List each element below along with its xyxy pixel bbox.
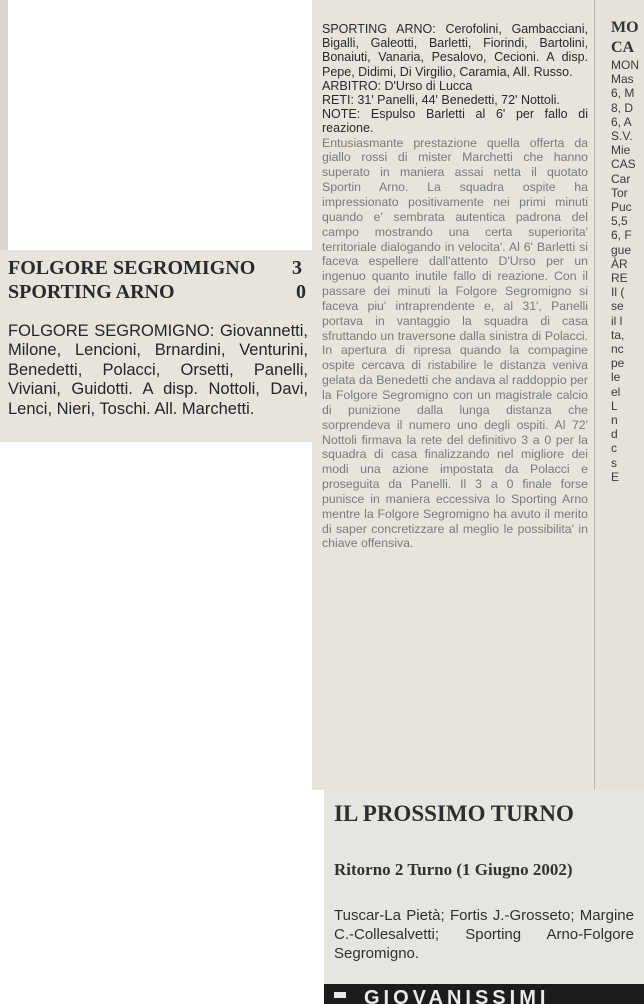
right-col-line: Car bbox=[611, 171, 631, 186]
next-round-box bbox=[324, 790, 644, 984]
away-team-name: SPORTING ARNO bbox=[8, 281, 175, 303]
right-col-line: ta, bbox=[611, 327, 625, 342]
section-band bbox=[324, 984, 644, 1004]
home-lineup: FOLGORE SEGROMIGNO: Giovannetti, Milone, Lencioni, Brnardini, Venturini, Benedetti, Polacci, Orsetti, Panelli, Viviani, Guidotti. A disp. Nottoli, Davi, Lenci, Nieri, Toschi. All. Marchetti. bbox=[8, 321, 308, 418]
left-edge-strip bbox=[0, 0, 8, 250]
right-col-line: le bbox=[611, 370, 621, 385]
right-col-line: E bbox=[611, 469, 620, 484]
right-col-line: ÀR bbox=[611, 256, 628, 271]
right-col-line: MON bbox=[611, 58, 639, 72]
right-col-line: 6, F bbox=[611, 228, 632, 243]
next-round-title: IL PROSSIMO TURNO bbox=[334, 801, 574, 826]
notes-line: NOTE: Espulso Barletti al 6' per fallo di reazione. bbox=[322, 107, 588, 136]
right-col-head-2: CA bbox=[611, 39, 635, 56]
referee-line: ARBITRO: D'Urso di Lucca bbox=[322, 78, 473, 93]
right-col-line: Tor bbox=[611, 185, 628, 200]
next-round-subtitle: Ritorno 2 Turno (1 Giugno 2002) bbox=[334, 860, 573, 879]
right-col-lines bbox=[595, 58, 644, 484]
home-team-name: FOLGORE SEGROMIGNO bbox=[8, 257, 256, 279]
right-col-line: pe bbox=[611, 356, 625, 371]
next-round-fixtures: Tuscar-La Pietà; Fortis J.-Grosseto; Margine C.-Collesalvetti; Sporting Arno-Folgore Segromigno. bbox=[334, 907, 634, 962]
right-col-line: RE bbox=[611, 271, 628, 286]
right-col-line: d bbox=[611, 427, 618, 442]
band-bullet bbox=[334, 992, 346, 998]
right-col-line: Mas bbox=[611, 72, 634, 87]
right-col-line: el bbox=[611, 384, 621, 399]
right-col-line: c bbox=[611, 441, 617, 456]
right-col-line: 6, M bbox=[611, 86, 635, 101]
right-col-line: gue bbox=[611, 242, 632, 257]
right-col-line: nc bbox=[611, 342, 624, 357]
right-col-line: Puc bbox=[611, 200, 632, 215]
right-col-line: Il ( bbox=[611, 285, 625, 300]
section-band-label: GIOVANISSIMI bbox=[364, 987, 550, 1004]
right-col-head-1: MO bbox=[611, 19, 639, 36]
right-col-line: Mie bbox=[611, 143, 631, 158]
article-column bbox=[312, 0, 594, 790]
right-col-line: CAS bbox=[611, 157, 636, 172]
right-col-line: 6, A bbox=[611, 114, 632, 129]
right-col-line: s bbox=[611, 455, 617, 470]
article-body: Entusiasmante prestazione quella offerta da giallo rossi di mister Marchetti che hanno superato in maniera assai netta il quotato Sportin Arno. La squadra ospite ha impressionato positivamente nei primi minuti quando e' sembrata autentica padrona del campo mostrando una certa superiorita' territoriale dialogando in velocita'. Al 6' Barletti si faceva espellere dall'attento D'Urso per un ingenuo quanto inutile fallo di reazione. Con il passare dei minuti la Folgore Segromigno si faceva piu' intraprendente e, al 31', Panelli portava in vantaggio la squadra di casa sfruttando un traversone dalla sinistra di Polacci. In apertura di ripresa quando la compagine ospite cercava di ristabilire le distanza veniva gelata da Benedetti che andava al raddoppio per la Folgore Segromigno con un magistrale calcio di punizione dalla lunga distanza che sorprendeva il numero uno degli ospiti. Al 72' Nottoli firmava la rete del definitivo 3 a 0 per la squadra di casa finalizzando nel migliore dei modi una azione impostata da Polacci e proseguita da Panelli. Il 3 a 0 finale forse punisce in maniera eccessiva lo Sporting Arno mentre la Folgore Segromigno ha avuto il merito di saper concretizzare al meglio le possibilita' in chiave offensiva. bbox=[322, 135, 588, 551]
home-team-goals: 3 bbox=[292, 257, 302, 279]
right-col-line: il l bbox=[611, 313, 623, 328]
right-col-line: se bbox=[611, 299, 624, 314]
away-team-goals: 0 bbox=[296, 281, 306, 303]
right-col-line: L bbox=[611, 398, 618, 413]
adjacent-column-cut bbox=[594, 0, 644, 790]
away-lineup: SPORTING ARNO: Cerofolini, Gambacciani, Bigalli, Galeotti, Barletti, Fiorindi, Bartolini, Bonaiuti, Vanaria, Pesalovo, Cecioni. A disp. Pepe, Didimi, Di Virgilio, Caramia, All. Russo. bbox=[322, 22, 588, 79]
match-report-clipping bbox=[0, 250, 318, 442]
right-col-line: S.V. bbox=[611, 129, 633, 144]
goals-line: RETI: 31' Panelli, 44' Benedetti, 72' Nottoli. bbox=[322, 93, 560, 108]
right-col-line: n bbox=[611, 413, 618, 428]
right-col-line: 5,5 bbox=[611, 214, 628, 229]
right-col-line: 8, D bbox=[611, 100, 634, 115]
